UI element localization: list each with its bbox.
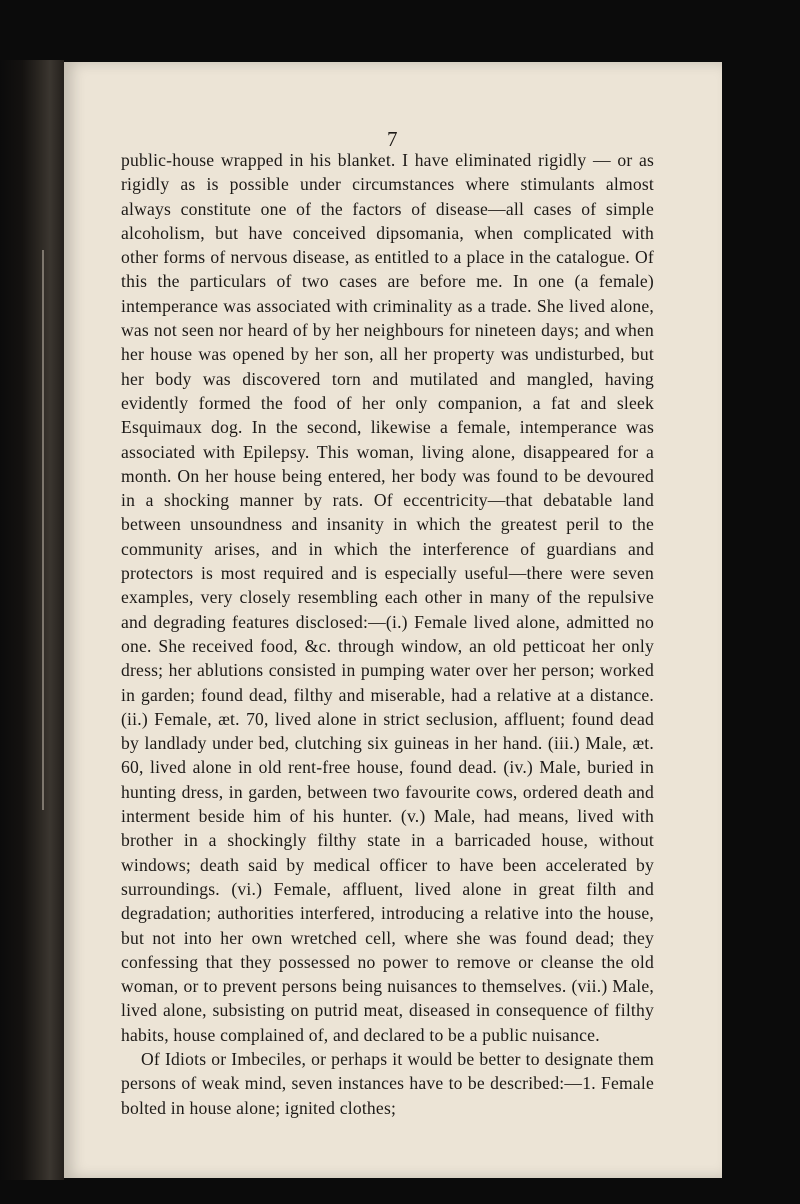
spine-edge-line [42, 250, 44, 810]
page-body-text [121, 148, 654, 1120]
page-number: 7 [387, 127, 398, 151]
paragraph-2: Of Idiots or Imbeciles, or perhaps it would be better to designate them persons of weak mind, seven instances have to be described:—1. Female bolted in house alone; ignited clothes; [121, 1048, 654, 1118]
paragraph-1: public-house wrapped in his blanket. I have eliminated rigidly — or as rigidly as is possible under circumstances where stimulants almost always constitute one of the factors of disease—all cases of simple alcoholism, but have conceived dipsomania, when complicated with other forms of nervous disease, as entitled to a place in the catalogue. Of this the particulars of two cases are before me. In one (a female) intemperance was associated with criminality as a trade. She lived alone, was not seen nor heard of by her neighbours for nineteen days; and when her house was opened by her son, all her property was undisturbed, but her body was discovered torn and mutilated and mangled, having evidently formed the food of her only companion, a fat and sleek Esquimaux dog. In the second, likewise a female, intemperance was associated with Epilepsy. This woman, living alone, disappeared for a month. On her house being entered, her body was found to be devoured in a shocking manner by rats. Of eccentricity—that debatable land between unsoundness and insanity in which the greatest peril to the community arises, and in which the interference of guardians and protectors is most required and is especially useful—there were seven examples, very closely resembling each other in many of the repulsive and degrading features disclosed:—(i.) Female lived alone, admitted no one. She received food, &c. through window, an old petticoat her only dress; her ablutions consisted in pumping water over her person; worked in garden; found dead, filthy and miserable, had a relative at a distance. (ii.) Female, æt. 70, lived alone in strict seclusion, affluent; found dead by landlady under bed, clutching six guineas in her hand. (iii.) Male, æt. 60, lived alone in old rent-free house, found dead. (iv.) Male, buried in hunting dress, in garden, between two favourite cows, ordered death and interment beside him of his hunter. (v.) Male, had means, lived with brother in a shockingly filthy state in a barricaded house, without windows; death said by medical officer to have been accelerated by surroundings. (vi.) Female, affluent, lived alone in great filth and degradation; authorities interfered, introducing a relative into the house, but not into her own wretched cell, where she was found dead; they confessing that they possessed no power to remove or cleanse the old woman, or to prevent persons being nuisances to themselves. (vii.) Male, lived alone, subsisting on putrid meat, diseased in consequence of filthy habits, house complained of, and declared to be a public nuisance. [121, 150, 654, 1045]
book-spine [0, 60, 64, 1180]
